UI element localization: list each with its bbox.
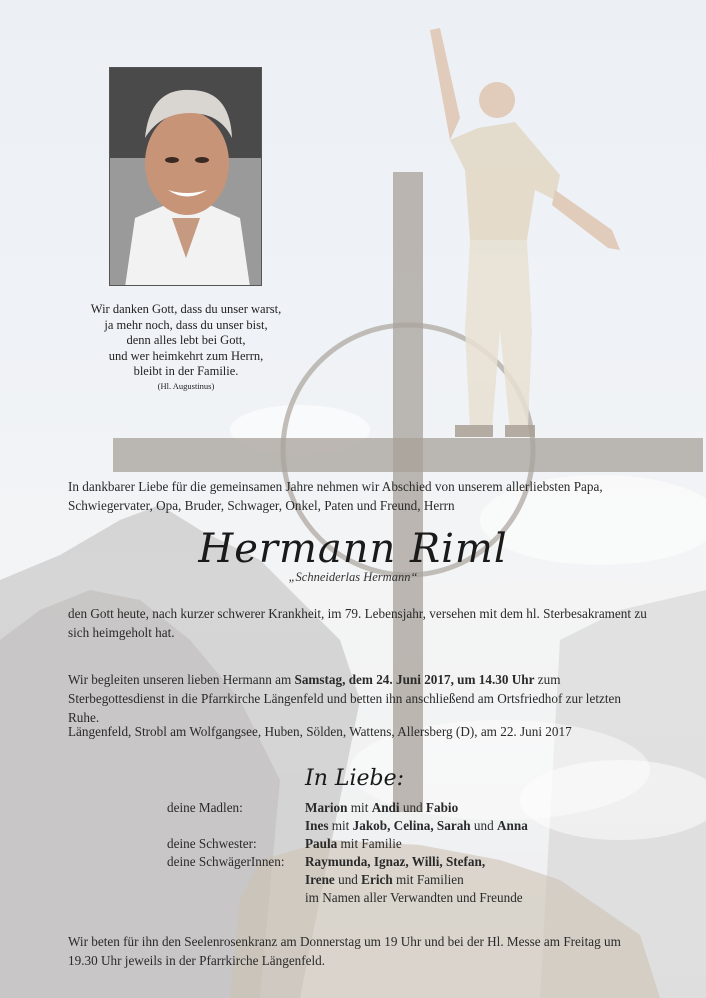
family-names [305,817,528,835]
quote-line: und wer heimkehrt zum Herrn, [108,348,264,363]
intro-text: In dankbarer Liebe für die gemeinsamen Jahre nehmen wir Abschied von unserem allerliebsten Papa, Schwiegervater, Opa, Bruder, Schwager, Onkel, Paten und Freund, Herrn [68,479,603,513]
family-list [0,799,706,907]
funeral-date: Samstag, dem 24. Juni 2017, um 14.30 Uhr [294,672,535,687]
prayer-text: Wir beten für ihn den Seelenrosenkranz am Donnerstag um 19 Uhr und bei der Hl. Messe am Freitag um 19.30 Uhr jeweils in der Pfarrkirche Längenfeld. [68,934,621,968]
name: Andi [371,800,400,815]
in-liebe-heading: In Liebe: [305,766,405,791]
portrait-photo [109,67,262,286]
memorial-quote [60,302,312,392]
quote-line: Wir danken Gott, dass du unser warst, [90,302,282,316]
quote-line: bleibt in der Familie. [133,364,239,378]
connector: und [334,872,362,887]
name: Irene [305,872,335,887]
family-row [0,871,706,889]
connector: mit Familien [392,872,464,887]
family-row [0,817,706,835]
nickname: „Schneiderlas Hermann“ [288,570,418,584]
place-and-date: Längenfeld, Strobl am Wolfgangsee, Huben, Sölden, Wattens, Allersberg (D), am 22. Juni 2017 [68,724,572,739]
family-row [0,835,706,853]
name: Marion [305,800,348,815]
quote-line: denn alles lebt bei Gott, [126,333,246,347]
funeral-text [68,670,653,727]
name: Erich [361,872,393,887]
family-names [305,835,402,853]
funeral-text-before: Wir begleiten unseren lieben Hermann am [68,672,295,687]
family-names [305,853,485,871]
family-row [0,889,706,907]
verwandte-line: im Namen aller Verwandten und Freunde [305,890,523,905]
name: Paula [305,836,338,851]
relation-label: deine SchwägerInnen: [167,854,285,869]
family-names [305,799,458,817]
connector: mit [328,818,353,833]
name: Anna [497,818,528,833]
name: Raymunda, Ignaz, Willi, Stefan, [305,854,486,869]
passage-text: den Gott heute, nach kurzer schwerer Krankheit, im 79. Lebensjahr, versehen mit dem hl. Sterbesakrament zu sich heimgeholt hat. [68,606,647,640]
relation-label: deine Schwester: [167,836,257,851]
connector: und [470,818,497,833]
family-row [0,799,706,817]
connector: mit [347,800,372,815]
connector: und [399,800,426,815]
funeral-text-after: zum Sterbegottesdienst in die Pfarrkirche Längenfeld und betten ihn anschließend am Ortsfriedhof zur letzten Ruhe. [68,672,621,725]
family-names [305,871,464,889]
name: Fabio [425,800,459,815]
quote-source: (Hl. Augustinus) [157,380,215,391]
relation-label: deine Madlen: [167,800,243,815]
name: Ines [305,818,329,833]
family-row [0,853,706,871]
quote-line: ja mehr noch, dass du unser bist, [104,317,268,332]
name: Jakob, Celina, Sarah [352,818,471,833]
deceased-name: Hermann Riml [198,526,508,572]
connector: mit Familie [337,836,402,851]
